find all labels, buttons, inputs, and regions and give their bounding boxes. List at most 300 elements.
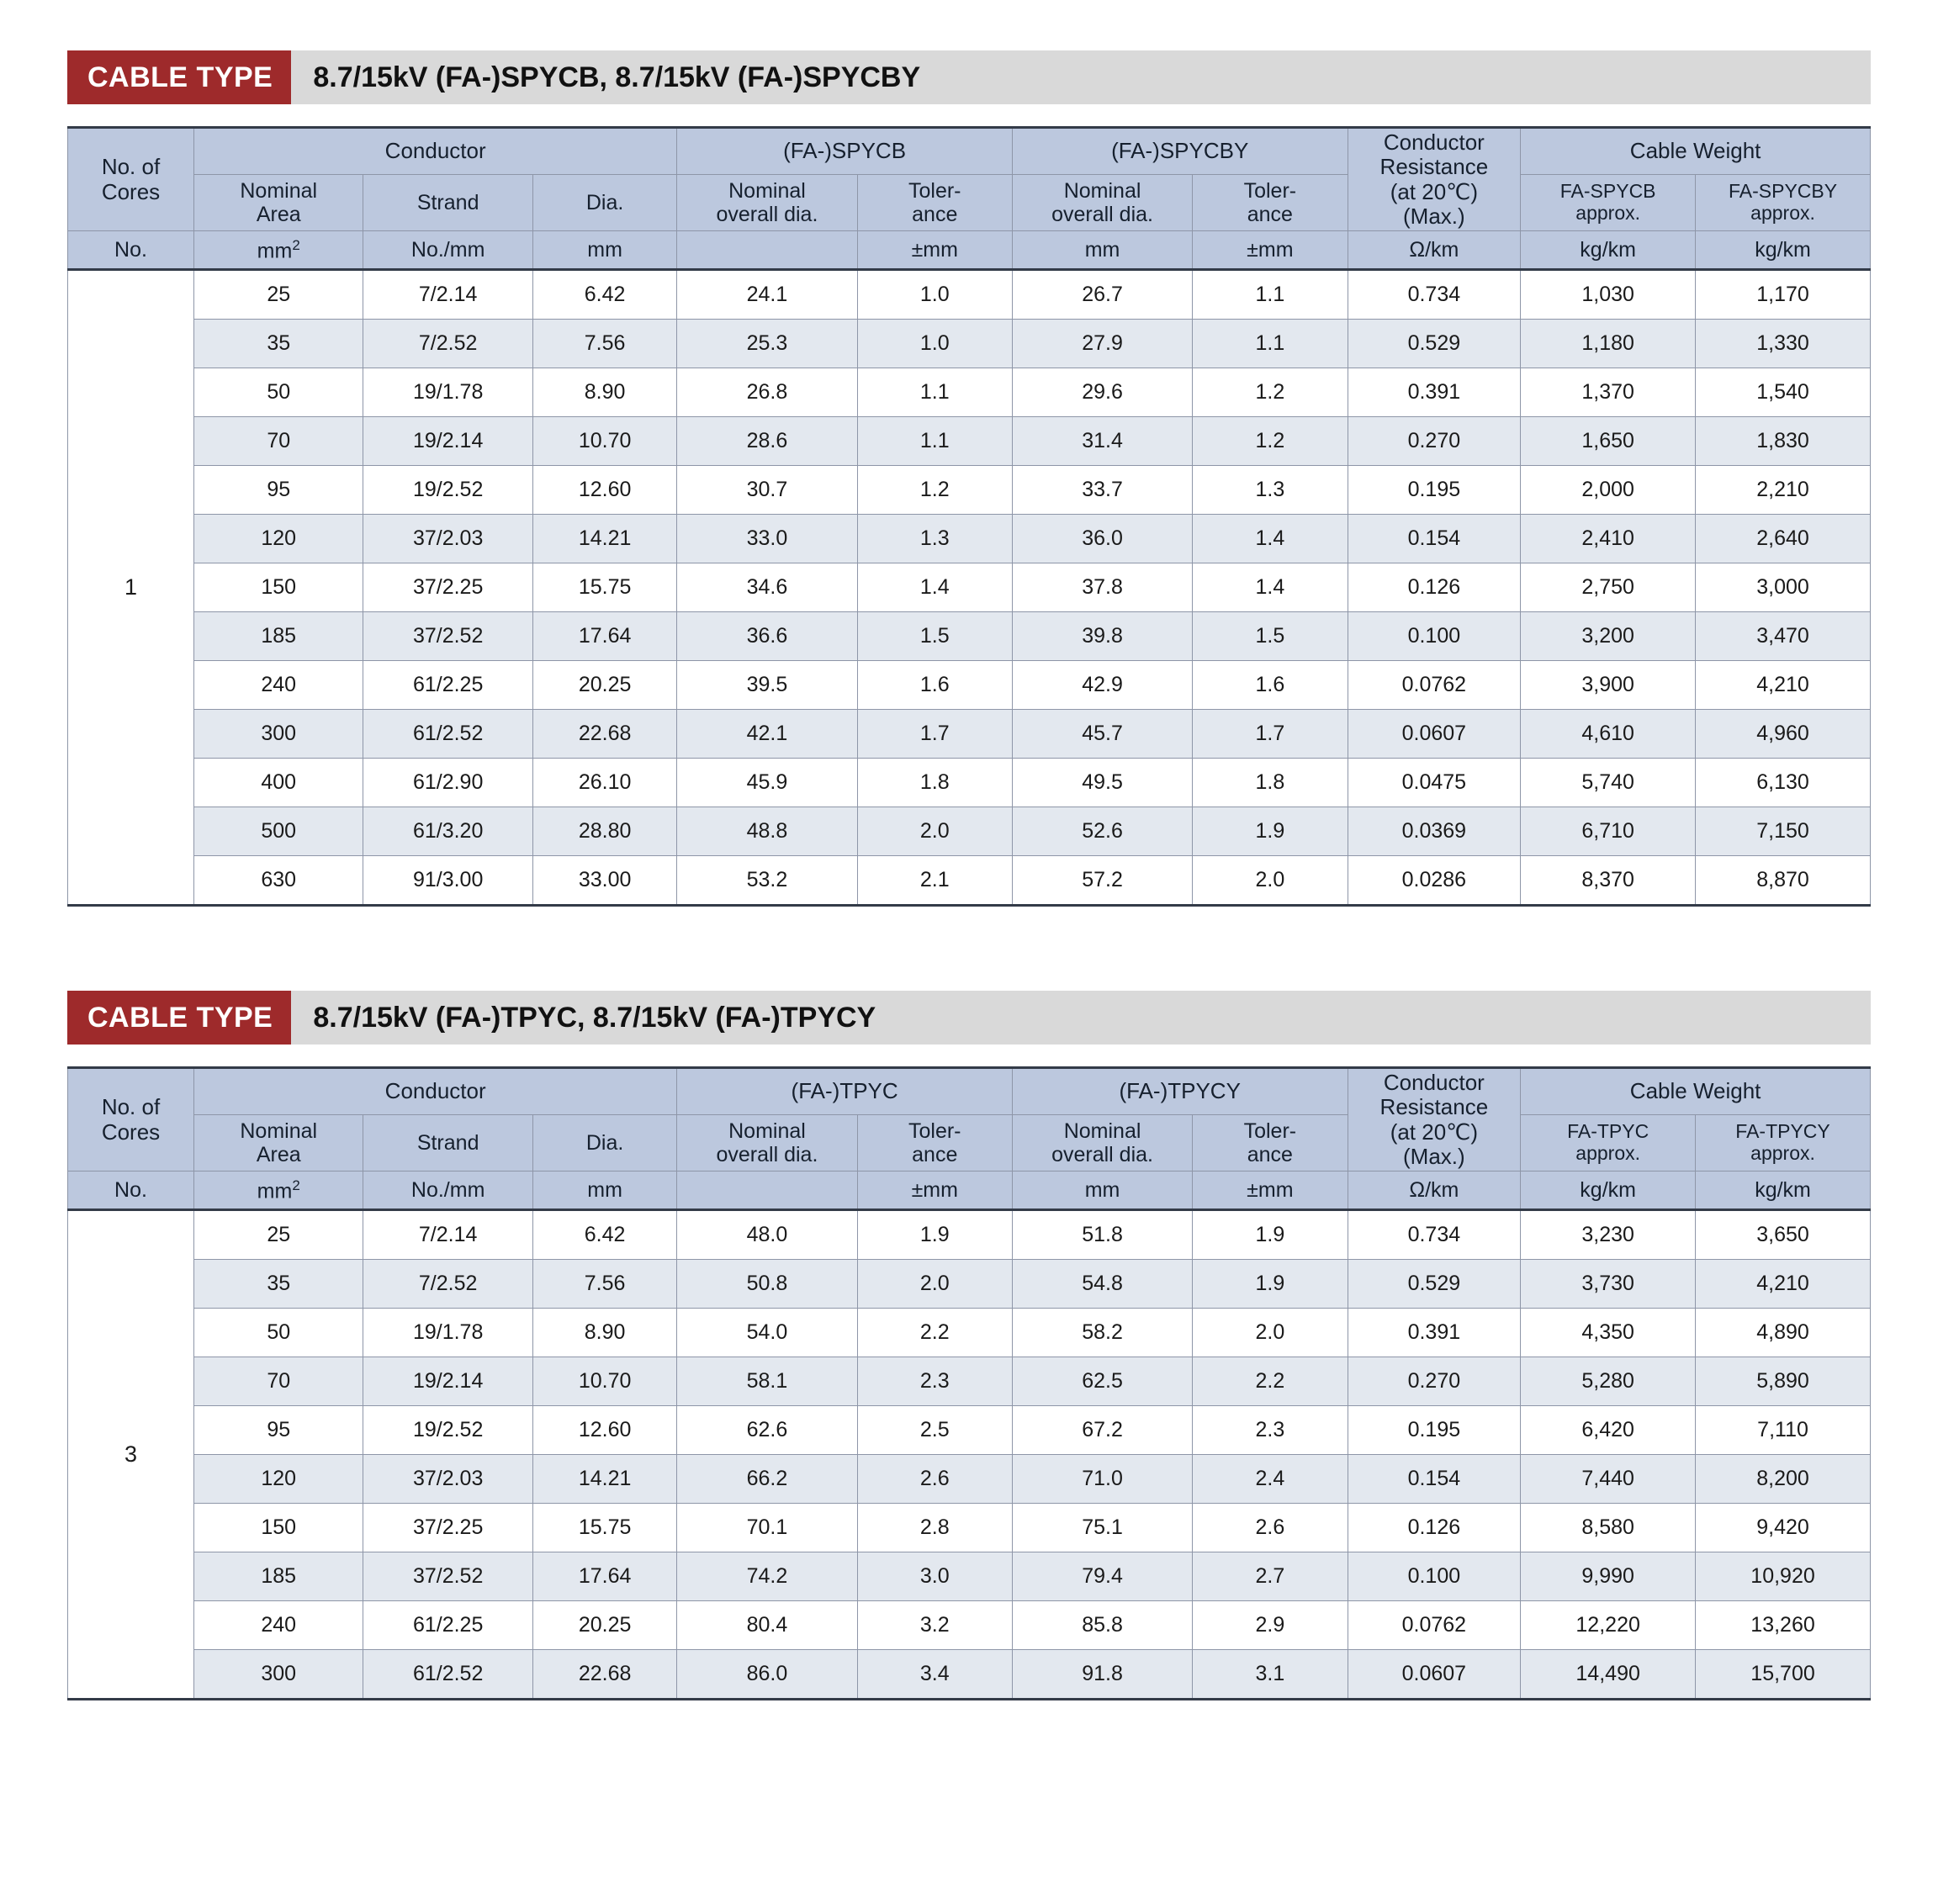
cell-resistance: 0.0762 [1348, 1601, 1521, 1650]
cell-dia: 20.25 [532, 661, 676, 710]
unit-tolerance-b-2: ±mm [1193, 1171, 1348, 1210]
spec-table-1 [67, 126, 1871, 907]
cell-weight-b: 3,470 [1696, 612, 1871, 661]
cell-tolerance-b: 2.0 [1193, 856, 1348, 906]
cell-nominal-overall-a: 86.0 [677, 1650, 857, 1700]
cell-dia: 8.90 [532, 1309, 676, 1357]
unit-dia-1: mm [532, 231, 676, 270]
cell-dia: 20.25 [532, 1601, 676, 1650]
cell-nominal-area: 70 [194, 417, 363, 466]
cell-nominal-overall-a: 70.1 [677, 1504, 857, 1552]
header-tolerance-a-2 [857, 1115, 1012, 1171]
cell-weight-a: 8,370 [1521, 856, 1696, 906]
cell-tolerance-a: 3.4 [857, 1650, 1012, 1700]
cell-tolerance-b: 1.2 [1193, 368, 1348, 417]
cell-weight-b: 5,890 [1696, 1357, 1871, 1406]
cell-strand: 37/2.52 [363, 1552, 532, 1601]
header-tolerance-a-1 [857, 175, 1012, 231]
unit-cores-1: No. [68, 231, 194, 270]
cell-weight-b: 4,960 [1696, 710, 1871, 759]
cell-strand: 61/2.25 [363, 1601, 532, 1650]
cell-nominal-area: 95 [194, 466, 363, 515]
cell-resistance: 0.0475 [1348, 759, 1521, 807]
cell-nominal-overall-b: 33.7 [1012, 466, 1192, 515]
cell-tolerance-a: 1.1 [857, 417, 1012, 466]
cell-tolerance-a: 1.8 [857, 759, 1012, 807]
unit-nominal-overall-a-2 [677, 1171, 857, 1210]
cell-tolerance-a: 2.1 [857, 856, 1012, 906]
header-nominal-overall-a-line2: overall dia. [716, 203, 818, 226]
cell-nominal-overall-a: 66.2 [677, 1455, 857, 1504]
cell-resistance: 0.0286 [1348, 856, 1521, 906]
header-nominal-area-1 [194, 175, 363, 231]
cell-tolerance-b: 1.4 [1193, 515, 1348, 563]
cell-resistance: 0.195 [1348, 466, 1521, 515]
table-row [68, 661, 1871, 710]
header-resistance2-line4: (Max.) [1403, 1143, 1465, 1169]
unit-nominal-area-1: $mm^2$ [194, 231, 363, 270]
table-row [68, 466, 1871, 515]
cell-nominal-overall-a: 28.6 [677, 417, 857, 466]
header-weight-a-line1: FA-SPYCB [1559, 180, 1656, 203]
cell-resistance: 0.100 [1348, 1552, 1521, 1601]
table-row [68, 807, 1871, 856]
cell-nominal-overall-a: 34.6 [677, 563, 857, 612]
cell-tolerance-a: 2.8 [857, 1504, 1012, 1552]
cell-resistance: 0.0369 [1348, 807, 1521, 856]
cell-resistance: 0.195 [1348, 1406, 1521, 1455]
unit-nominal-area-2: $mm^2$ [194, 1171, 363, 1210]
header-dia-2: Dia. [532, 1115, 676, 1171]
header-nominal-area-line1: Nominal [240, 179, 318, 203]
cell-nominal-area: 70 [194, 1357, 363, 1406]
header-cores-line1: No. of [101, 154, 161, 180]
table-row [68, 563, 1871, 612]
unit-weight-a-2: kg/km [1521, 1171, 1696, 1210]
unit-cores-2: No. [68, 1171, 194, 1210]
cell-nominal-overall-b: 42.9 [1012, 661, 1192, 710]
cell-dia: 7.56 [532, 1260, 676, 1309]
header-tolerance-a-line1: Toler- [908, 179, 961, 203]
table-row [68, 1455, 1871, 1504]
table-row [68, 759, 1871, 807]
cell-tolerance-a: 1.3 [857, 515, 1012, 563]
table-header-2 [68, 1068, 1871, 1210]
cell-nominal-overall-a: 48.8 [677, 807, 857, 856]
cell-nominal-overall-b: 57.2 [1012, 856, 1192, 906]
cell-resistance: 0.154 [1348, 1455, 1521, 1504]
cell-nominal-area: 185 [194, 1552, 363, 1601]
cell-weight-a: 6,420 [1521, 1406, 1696, 1455]
cell-tolerance-b: 2.3 [1193, 1406, 1348, 1455]
cell-dia: 15.75 [532, 1504, 676, 1552]
table-row [68, 1406, 1871, 1455]
table-row [68, 417, 1871, 466]
cell-weight-b: 7,110 [1696, 1406, 1871, 1455]
header-weight-b-1 [1696, 175, 1871, 231]
header-group-a-1: (FA-)SPYCB [677, 128, 1013, 175]
header-weight-a2-line2: approx. [1575, 1142, 1640, 1164]
cell-weight-a: 3,200 [1521, 612, 1696, 661]
cell-nominal-overall-a: 50.8 [677, 1260, 857, 1309]
cell-nominal-area: 630 [194, 856, 363, 906]
header-nominal-overall-a-line1: Nominal [728, 179, 806, 203]
table-row [68, 320, 1871, 368]
cell-dia: 22.68 [532, 710, 676, 759]
cell-tolerance-b: 2.9 [1193, 1601, 1348, 1650]
section-spacer [67, 907, 1871, 991]
header-nominal-area-2 [194, 1115, 363, 1171]
cell-tolerance-b: 1.7 [1193, 710, 1348, 759]
cell-tolerance-a: 2.0 [857, 807, 1012, 856]
cell-tolerance-b: 1.6 [1193, 661, 1348, 710]
cell-weight-b: 1,540 [1696, 368, 1871, 417]
cell-nominal-overall-b: 91.8 [1012, 1650, 1192, 1700]
unit-weight-a-1: kg/km [1521, 231, 1696, 270]
cell-tolerance-b: 1.5 [1193, 612, 1348, 661]
cell-dia: 7.56 [532, 320, 676, 368]
section-banner-1 [67, 50, 1871, 104]
cell-resistance: 0.0762 [1348, 661, 1521, 710]
cell-weight-a: 9,990 [1521, 1552, 1696, 1601]
cell-nominal-overall-a: 80.4 [677, 1601, 857, 1650]
header-weight-b2-line1: FA-TPYCY [1735, 1120, 1830, 1143]
header-dia-1: Dia. [532, 175, 676, 231]
cell-nominal-overall-a: 39.5 [677, 661, 857, 710]
table-row [68, 1260, 1871, 1309]
cell-nominal-area: 95 [194, 1406, 363, 1455]
cell-tolerance-b: 2.7 [1193, 1552, 1348, 1601]
header-nominal-area-line2: Area [256, 203, 301, 226]
cell-weight-a: 1,030 [1521, 270, 1696, 320]
cell-tolerance-b: 1.3 [1193, 466, 1348, 515]
cell-nominal-area: 50 [194, 1309, 363, 1357]
cell-dia: 22.68 [532, 1650, 676, 1700]
cell-dia: 6.42 [532, 270, 676, 320]
cell-strand: 19/2.52 [363, 466, 532, 515]
header-weight-b2-line2: approx. [1750, 1142, 1815, 1164]
header-cores-2 [68, 1068, 194, 1171]
cell-nominal-overall-b: 67.2 [1012, 1406, 1192, 1455]
table-row [68, 1552, 1871, 1601]
cell-nominal-overall-a: 24.1 [677, 270, 857, 320]
cell-weight-a: 2,000 [1521, 466, 1696, 515]
cell-dia: 28.80 [532, 807, 676, 856]
header-weight-a-line2: approx. [1575, 202, 1640, 224]
cell-tolerance-a: 3.2 [857, 1601, 1012, 1650]
cell-nominal-overall-a: 48.0 [677, 1210, 857, 1260]
header-conductor-group-2: Conductor [194, 1068, 677, 1115]
cell-nominal-area: 300 [194, 710, 363, 759]
cell-tolerance-b: 1.8 [1193, 759, 1348, 807]
cell-dia: 12.60 [532, 1406, 676, 1455]
cell-nominal-overall-a: 36.6 [677, 612, 857, 661]
header-nominal-overall-a-2 [677, 1115, 857, 1171]
cell-tolerance-b: 1.9 [1193, 807, 1348, 856]
cell-tolerance-b: 2.4 [1193, 1455, 1348, 1504]
cell-resistance: 0.100 [1348, 612, 1521, 661]
header-tolerance-b-line2: ance [1247, 203, 1293, 226]
header-cores-line2: Cores [101, 178, 161, 204]
cell-dia: 6.42 [532, 1210, 676, 1260]
cell-resistance: 0.126 [1348, 563, 1521, 612]
header-strand-2: Strand [363, 1115, 532, 1171]
cell-tolerance-b: 1.4 [1193, 563, 1348, 612]
cell-cores: 1 [68, 270, 194, 906]
cell-resistance: 0.0607 [1348, 1650, 1521, 1700]
cell-dia: 33.00 [532, 856, 676, 906]
cable-type-tag-1: CABLE TYPE [67, 50, 291, 104]
header-weight-b-2 [1696, 1115, 1871, 1171]
cell-weight-a: 2,750 [1521, 563, 1696, 612]
cell-weight-a: 7,440 [1521, 1455, 1696, 1504]
header-nominal-overall-b2-line1: Nominal [1063, 1119, 1141, 1143]
cell-nominal-area: 120 [194, 1455, 363, 1504]
cell-weight-b: 2,210 [1696, 466, 1871, 515]
header-strand-1: Strand [363, 175, 532, 231]
cell-weight-a: 2,410 [1521, 515, 1696, 563]
cell-weight-b: 9,420 [1696, 1504, 1871, 1552]
table-row [68, 856, 1871, 906]
cell-dia: 8.90 [532, 368, 676, 417]
header-nominal-overall-a-1 [677, 175, 857, 231]
cell-tolerance-a: 2.2 [857, 1309, 1012, 1357]
cell-nominal-overall-b: 85.8 [1012, 1601, 1192, 1650]
cell-nominal-overall-b: 58.2 [1012, 1309, 1192, 1357]
cell-nominal-overall-b: 29.6 [1012, 368, 1192, 417]
cell-strand: 37/2.52 [363, 612, 532, 661]
header-conductor-group-1: Conductor [194, 128, 677, 175]
cell-strand: 61/2.90 [363, 759, 532, 807]
unit-row-1 [68, 231, 1871, 270]
header-weight-a-1 [1521, 175, 1696, 231]
header-tolerance-b2-line1: Toler- [1243, 1119, 1297, 1143]
unit-strand-1: No./mm [363, 231, 532, 270]
header-tolerance-b-1 [1193, 175, 1348, 231]
cell-tolerance-a: 1.2 [857, 466, 1012, 515]
cell-tolerance-b: 1.1 [1193, 320, 1348, 368]
cell-nominal-overall-a: 54.0 [677, 1309, 857, 1357]
cell-strand: 61/2.25 [363, 661, 532, 710]
cell-weight-a: 12,220 [1521, 1601, 1696, 1650]
table-row [68, 1650, 1871, 1700]
cell-weight-b: 2,640 [1696, 515, 1871, 563]
cell-nominal-area: 35 [194, 320, 363, 368]
header-cores2-line1: No. of [101, 1094, 161, 1120]
cell-nominal-overall-b: 75.1 [1012, 1504, 1192, 1552]
cell-nominal-overall-b: 71.0 [1012, 1455, 1192, 1504]
cell-weight-b: 6,130 [1696, 759, 1871, 807]
table-header-1 [68, 128, 1871, 270]
unit-resistance-1: Ω/km [1348, 231, 1521, 270]
unit-dia-2: mm [532, 1171, 676, 1210]
cell-nominal-overall-b: 79.4 [1012, 1552, 1192, 1601]
spec-table-2 [67, 1066, 1871, 1700]
cell-dia: 26.10 [532, 759, 676, 807]
cell-dia: 14.21 [532, 1455, 676, 1504]
header-nominal-overall-b2-line2: overall dia. [1051, 1143, 1153, 1166]
cell-weight-a: 1,180 [1521, 320, 1696, 368]
cell-resistance: 0.529 [1348, 320, 1521, 368]
cell-nominal-overall-b: 37.8 [1012, 563, 1192, 612]
cell-tolerance-a: 2.0 [857, 1260, 1012, 1309]
cell-weight-a: 5,280 [1521, 1357, 1696, 1406]
cell-nominal-overall-a: 30.7 [677, 466, 857, 515]
cell-nominal-area: 240 [194, 661, 363, 710]
cell-weight-a: 4,350 [1521, 1309, 1696, 1357]
cell-dia: 14.21 [532, 515, 676, 563]
cell-nominal-overall-a: 25.3 [677, 320, 857, 368]
cell-strand: 61/2.52 [363, 710, 532, 759]
cell-nominal-area: 120 [194, 515, 363, 563]
table-row [68, 368, 1871, 417]
table-row [68, 1504, 1871, 1552]
cell-weight-b: 3,650 [1696, 1210, 1871, 1260]
cell-tolerance-b: 2.6 [1193, 1504, 1348, 1552]
cell-tolerance-b: 1.1 [1193, 270, 1348, 320]
cell-weight-b: 1,170 [1696, 270, 1871, 320]
table-body-1 [68, 270, 1871, 906]
cell-weight-b: 13,260 [1696, 1601, 1871, 1650]
cell-weight-b: 7,150 [1696, 807, 1871, 856]
header-group-a-2: (FA-)TPYC [677, 1068, 1013, 1115]
cell-resistance: 0.734 [1348, 270, 1521, 320]
header-cable-weight-1: Cable Weight [1521, 128, 1871, 175]
table-row [68, 270, 1871, 320]
cell-tolerance-b: 3.1 [1193, 1650, 1348, 1700]
cell-resistance: 0.126 [1348, 1504, 1521, 1552]
cell-strand: 19/1.78 [363, 368, 532, 417]
cell-nominal-overall-b: 26.7 [1012, 270, 1192, 320]
header-resistance-line1: Conductor [1383, 130, 1485, 156]
header-weight-a2-line1: FA-TPYC [1567, 1120, 1649, 1143]
cell-tolerance-b: 1.2 [1193, 417, 1348, 466]
cell-nominal-overall-b: 49.5 [1012, 759, 1192, 807]
cell-strand: 19/2.14 [363, 1357, 532, 1406]
cell-resistance: 0.529 [1348, 1260, 1521, 1309]
cell-nominal-area: 300 [194, 1650, 363, 1700]
cell-tolerance-a: 1.4 [857, 563, 1012, 612]
cell-strand: 37/2.03 [363, 515, 532, 563]
cell-nominal-overall-a: 26.8 [677, 368, 857, 417]
cell-dia: 10.70 [532, 417, 676, 466]
cell-nominal-area: 150 [194, 1504, 363, 1552]
cell-weight-a: 3,230 [1521, 1210, 1696, 1260]
cell-nominal-overall-b: 54.8 [1012, 1260, 1192, 1309]
cell-strand: 7/2.14 [363, 270, 532, 320]
cell-strand: 61/3.20 [363, 807, 532, 856]
unit-weight-b-2: kg/km [1696, 1171, 1871, 1210]
section-banner-2 [67, 991, 1871, 1045]
cell-resistance: 0.734 [1348, 1210, 1521, 1260]
cell-weight-b: 4,210 [1696, 1260, 1871, 1309]
cell-weight-a: 3,900 [1521, 661, 1696, 710]
table-row [68, 515, 1871, 563]
header-weight-b-line2: approx. [1750, 202, 1815, 224]
header-nominal-overall-b-2 [1012, 1115, 1192, 1171]
cell-nominal-area: 150 [194, 563, 363, 612]
cell-nominal-overall-a: 42.1 [677, 710, 857, 759]
unit-resistance-2: Ω/km [1348, 1171, 1521, 1210]
cell-strand: 19/1.78 [363, 1309, 532, 1357]
cell-dia: 10.70 [532, 1357, 676, 1406]
cell-tolerance-a: 1.9 [857, 1210, 1012, 1260]
cell-nominal-overall-b: 45.7 [1012, 710, 1192, 759]
cell-tolerance-a: 1.0 [857, 320, 1012, 368]
header-nominal-overall-b-line2: overall dia. [1051, 203, 1153, 226]
table-row [68, 1210, 1871, 1260]
cell-nominal-overall-a: 58.1 [677, 1357, 857, 1406]
cell-cores: 3 [68, 1210, 194, 1700]
cell-weight-a: 1,370 [1521, 368, 1696, 417]
cell-weight-b: 4,890 [1696, 1309, 1871, 1357]
header-resistance2-line1: Conductor [1383, 1070, 1485, 1096]
cell-weight-b: 8,870 [1696, 856, 1871, 906]
unit-tolerance-a-2: ±mm [857, 1171, 1012, 1210]
cell-resistance: 0.391 [1348, 368, 1521, 417]
cell-nominal-overall-b: 51.8 [1012, 1210, 1192, 1260]
cell-weight-a: 8,580 [1521, 1504, 1696, 1552]
cell-weight-a: 14,490 [1521, 1650, 1696, 1700]
cell-resistance: 0.270 [1348, 417, 1521, 466]
cell-resistance: 0.154 [1348, 515, 1521, 563]
table-row [68, 710, 1871, 759]
cell-strand: 37/2.25 [363, 1504, 532, 1552]
cell-weight-b: 10,920 [1696, 1552, 1871, 1601]
cell-tolerance-a: 1.6 [857, 661, 1012, 710]
cell-strand: 19/2.52 [363, 1406, 532, 1455]
table-row [68, 1601, 1871, 1650]
header-resistance-line4: (Max.) [1403, 203, 1465, 229]
cell-tolerance-b: 1.9 [1193, 1260, 1348, 1309]
cable-type-title-1: 8.7/15kV (FA-)SPYCB, 8.7/15kV (FA-)SPYCBY [313, 61, 921, 93]
cell-strand: 37/2.03 [363, 1455, 532, 1504]
cell-weight-b: 1,330 [1696, 320, 1871, 368]
header-cores-1 [68, 128, 194, 231]
header-nominal-overall-b-1 [1012, 175, 1192, 231]
header-resistance-line3: (at 20℃) [1390, 178, 1479, 204]
header-resistance2-line2: Resistance [1379, 1094, 1489, 1120]
header-nominal-overall-b-line1: Nominal [1063, 179, 1141, 203]
cell-tolerance-a: 1.0 [857, 270, 1012, 320]
cell-tolerance-a: 2.5 [857, 1406, 1012, 1455]
cell-resistance: 0.270 [1348, 1357, 1521, 1406]
cell-nominal-overall-b: 39.8 [1012, 612, 1192, 661]
cell-strand: 37/2.25 [363, 563, 532, 612]
cell-tolerance-a: 2.6 [857, 1455, 1012, 1504]
cell-resistance: 0.391 [1348, 1309, 1521, 1357]
table-row [68, 612, 1871, 661]
cell-weight-b: 3,000 [1696, 563, 1871, 612]
unit-tolerance-b-1: ±mm [1193, 231, 1348, 270]
cell-nominal-overall-a: 53.2 [677, 856, 857, 906]
header-weight-a-2 [1521, 1115, 1696, 1171]
cell-nominal-area: 35 [194, 1260, 363, 1309]
cell-weight-a: 3,730 [1521, 1260, 1696, 1309]
unit-nominal-overall-b-1: mm [1012, 231, 1192, 270]
header-tolerance-a2-line1: Toler- [908, 1119, 961, 1143]
cell-strand: 7/2.52 [363, 320, 532, 368]
header-tolerance-a-line2: ance [912, 203, 958, 226]
header-resistance2-line3: (at 20℃) [1390, 1119, 1479, 1145]
header-cable-weight-2: Cable Weight [1521, 1068, 1871, 1115]
cell-nominal-area: 25 [194, 270, 363, 320]
cell-nominal-area: 240 [194, 1601, 363, 1650]
header-nominal-overall-a2-line2: overall dia. [716, 1143, 818, 1166]
header-group-b-1: (FA-)SPYCBY [1012, 128, 1348, 175]
cell-weight-b: 4,210 [1696, 661, 1871, 710]
cell-weight-b: 1,830 [1696, 417, 1871, 466]
